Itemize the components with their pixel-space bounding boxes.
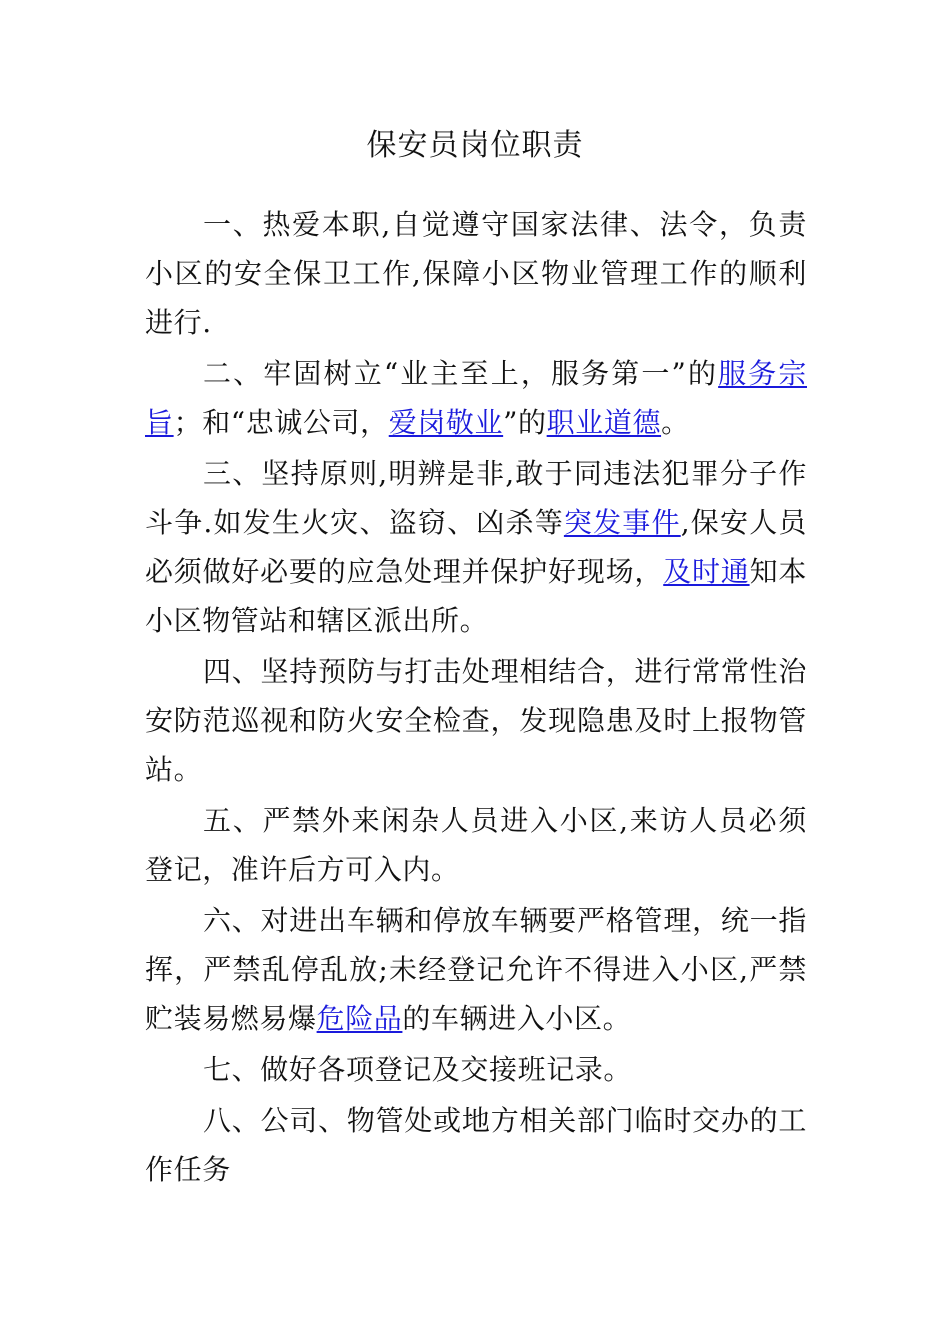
paragraph-8: 八、公司、物管处或地方相关部门临时交办的工作任务 (145, 1104, 807, 1186)
link-emergency-events[interactable]: 突发事件 (563, 506, 681, 539)
paragraph-2-text-1: 二、牢固树立“业主至上，服务第一”的 (203, 357, 719, 390)
link-service-purpose[interactable]: 服务宗旨 (145, 357, 807, 439)
paragraph-3-text-1: 三、坚持原则,明辨是非,敢于同违法犯罪分子作斗争.如发生火灾、盗窃、凶杀等 (145, 457, 807, 539)
paragraph-6-text-1: 六、对进出车辆和停放车辆要严格管理，统一指挥，严禁乱停乱放;未经登记允许不得进入小区,严禁贮装易燃易爆 (145, 904, 807, 1035)
paragraph-5: 五、严禁外来闲杂人员进入小区,来访人员必须登记，准许后方可入内。 (145, 804, 807, 886)
link-timely-notify[interactable]: 及时通 (663, 555, 750, 588)
paragraph-7: 七、做好各项登记及交接班记录。 (203, 1053, 633, 1086)
paragraph-2-text-3: ”的 (503, 406, 547, 439)
link-job-dedication[interactable]: 爱岗敬业 (388, 406, 504, 439)
paragraph-6 (145, 896, 807, 1043)
link-professional-ethics[interactable]: 职业道德 (546, 406, 662, 439)
paragraph-4: 四、坚持预防与打击处理相结合，进行常常性治安防范巡视和防火安全检查，发现隐患及时上报物管站。 (145, 655, 807, 786)
paragraph-2-text-4: 。 (661, 406, 690, 439)
paragraph-3-text-3: 知本小区物管站和辖区派出所。 (145, 555, 807, 637)
paragraph-1: 一、热爱本职,自觉遵守国家法律、法令，负责小区的安全保卫工作,保障小区物业管理工作的顺利进行. (145, 208, 807, 339)
paragraph-3 (145, 449, 807, 645)
paragraph-2 (145, 349, 807, 447)
paragraph-2-text-2: ；和“忠诚公司， (173, 406, 389, 439)
page-title: 保安员岗位职责 (366, 128, 584, 163)
paragraph-6-text-2: 的车辆进入小区。 (402, 1002, 632, 1035)
paragraph-3-text-2: ,保安人员必须做好必要的应急处理并保护好现场， (145, 506, 808, 588)
document-body (145, 200, 807, 1196)
link-dangerous-goods[interactable]: 危险品 (316, 1002, 403, 1035)
